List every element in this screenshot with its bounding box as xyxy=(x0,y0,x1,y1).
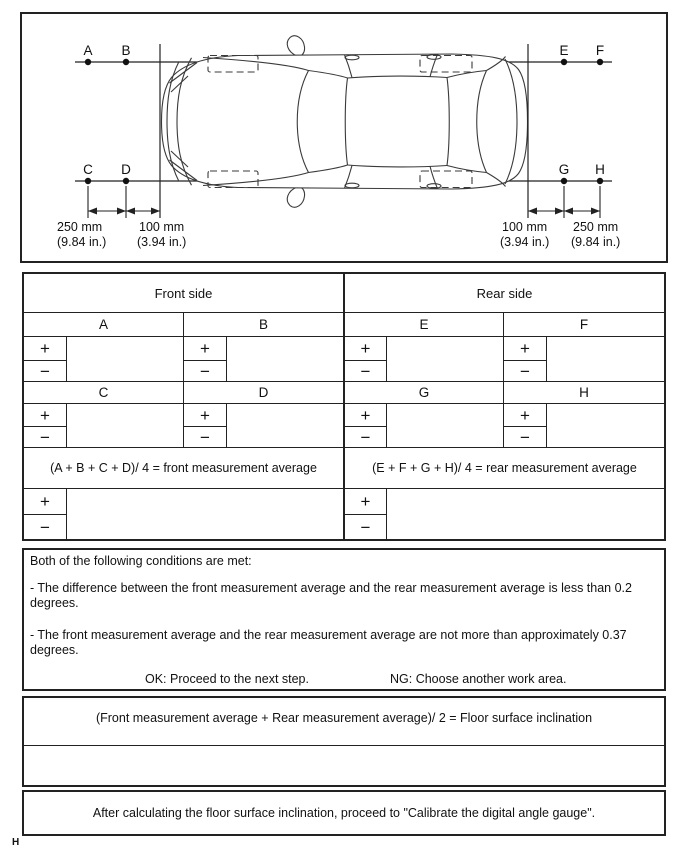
point-label-b: B xyxy=(121,43,131,58)
measurement-table xyxy=(22,272,666,541)
dimension-label-left-outer-mm: 250 mm xyxy=(57,220,103,234)
dimension-label-left-inner-in: (3.94 in.) xyxy=(137,235,187,249)
value-cell-rear-average xyxy=(387,489,664,539)
minus-sign-cell-h: − xyxy=(504,427,547,448)
column-header-f: F xyxy=(504,313,664,337)
minus-sign-cell-g: − xyxy=(344,427,387,448)
car-body-outline xyxy=(162,54,528,189)
point-dot-b xyxy=(123,59,129,65)
result-instructions xyxy=(30,672,658,688)
point-dot-d xyxy=(123,178,129,184)
value-cell-h xyxy=(547,404,664,448)
next-step-note: After calculating the floor surface inclination, proceed to "Calibrate the digital angle gauge". xyxy=(92,806,596,820)
rear-average-formula: (E + F + G + H)/ 4 = rear measurement average xyxy=(344,448,664,489)
value-cell-d xyxy=(227,404,344,448)
dimension-label-right-outer-in: (9.84 in.) xyxy=(571,235,621,249)
column-header-d: D xyxy=(184,382,344,404)
plus-sign-cell-front-average: + xyxy=(24,489,67,515)
page-corner-mark: H xyxy=(12,837,20,848)
car-top-view xyxy=(162,36,528,207)
column-header-e: E xyxy=(344,313,504,337)
minus-sign-cell-a: − xyxy=(24,361,67,382)
value-cell-front-average xyxy=(67,489,344,539)
point-label-c: C xyxy=(83,162,93,177)
column-header-b: B xyxy=(184,313,344,337)
dimension-arrowheads xyxy=(88,208,600,215)
value-cell-g xyxy=(387,404,504,448)
dimension-label-left-outer-in: (9.84 in.) xyxy=(57,235,107,249)
dimension-annotations xyxy=(88,186,600,218)
point-label-f: F xyxy=(595,43,605,58)
point-label-d: D xyxy=(121,162,131,177)
car-mirror-top xyxy=(287,36,304,56)
next-step-note-panel xyxy=(22,790,666,836)
point-label-h: H xyxy=(595,162,605,177)
minus-sign-cell-rear-average: − xyxy=(344,515,387,539)
point-label-g: G xyxy=(558,162,570,177)
column-header-h: H xyxy=(504,382,664,404)
floor-inclination-formula: (Front measurement average + Rear measurement average)/ 2 = Floor surface inclination xyxy=(24,698,664,746)
dimension-label-left-inner-mm: 100 mm xyxy=(139,220,185,234)
minus-sign-cell-d: − xyxy=(184,427,227,448)
point-dot-f xyxy=(597,59,603,65)
plus-sign-cell-rear-average: + xyxy=(344,489,387,515)
point-dot-g xyxy=(561,178,567,184)
front-average-formula: (A + B + C + D)/ 4 = front measurement average xyxy=(24,448,344,489)
value-cell-f xyxy=(547,337,664,382)
column-header-c: C xyxy=(24,382,184,404)
car-mirror-bottom xyxy=(287,187,304,207)
minus-sign-cell-e: − xyxy=(344,361,387,382)
minus-sign-cell-front-average: − xyxy=(24,515,67,539)
conditions-intro: Both of the following conditions are met: xyxy=(30,554,252,568)
vehicle-top-view-diagram xyxy=(22,14,666,261)
plus-sign-cell-b: + xyxy=(184,337,227,361)
ok-instruction: OK: Proceed to the next step. xyxy=(145,672,309,686)
value-cell-e xyxy=(387,337,504,382)
plus-sign-cell-e: + xyxy=(344,337,387,361)
minus-sign-cell-b: − xyxy=(184,361,227,382)
point-dot-e xyxy=(561,59,567,65)
plus-sign-cell-d: + xyxy=(184,404,227,427)
condition-bullet-1: - The difference between the front measurement average and the rear measurement average is less than 0.2 degrees. xyxy=(30,581,632,610)
value-cell-b xyxy=(227,337,344,382)
plus-sign-cell-c: + xyxy=(24,404,67,427)
front-side-header: Front side xyxy=(24,274,344,313)
dimension-label-right-outer-mm: 250 mm xyxy=(573,220,619,234)
plus-sign-cell-f: + xyxy=(504,337,547,361)
value-cell-c xyxy=(67,404,184,448)
point-dot-h xyxy=(597,178,603,184)
column-header-g: G xyxy=(344,382,504,404)
condition-bullet-2: - The front measurement average and the rear measurement average are not more than approximately 0.37 degrees. xyxy=(30,628,627,657)
value-cell-a xyxy=(67,337,184,382)
conditions-panel xyxy=(22,548,666,691)
column-header-a: A xyxy=(24,313,184,337)
point-label-a: A xyxy=(83,43,93,58)
ng-instruction: NG: Choose another work area. xyxy=(390,672,567,686)
minus-sign-cell-f: − xyxy=(504,361,547,382)
point-dot-c xyxy=(85,178,91,184)
point-dot-a xyxy=(85,59,91,65)
dimension-label-right-inner-mm: 100 mm xyxy=(502,220,548,234)
vehicle-diagram-panel xyxy=(20,12,668,263)
plus-sign-cell-h: + xyxy=(504,404,547,427)
point-label-e: E xyxy=(559,43,569,58)
plus-sign-cell-a: + xyxy=(24,337,67,361)
floor-inclination-value-row xyxy=(24,746,664,784)
dimension-labels xyxy=(57,220,620,249)
plus-sign-cell-g: + xyxy=(344,404,387,427)
minus-sign-cell-c: − xyxy=(24,427,67,448)
dimension-label-right-inner-in: (3.94 in.) xyxy=(500,235,550,249)
floor-inclination-panel xyxy=(22,696,666,787)
rear-side-header: Rear side xyxy=(344,274,664,313)
